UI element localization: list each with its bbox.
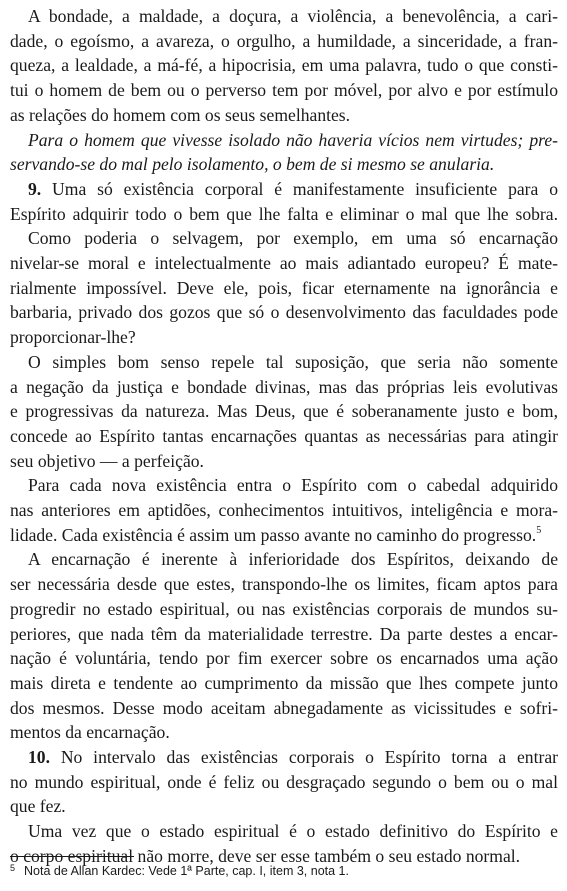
- line-text: barbaria, privado dos gozos que só o desenvolvimento das faculdades pode: [10, 302, 558, 323]
- line-text: queza, a lealdade, a má-fé, a hipocrisia, em uma palavra, tudo o que consti-: [10, 55, 558, 76]
- line-text: A bondade, a maldade, a doçura, a violência, a benevolência, a cari-: [28, 6, 558, 26]
- line-text: Espírito adquirir todo o bem que lhe falta e eliminar o mal que lhe sobra.: [10, 203, 558, 224]
- line-text: que fez.: [10, 796, 66, 817]
- text-line: [10, 474, 558, 496]
- text-line: [10, 104, 558, 126]
- line-text: o corpo espiritual não morre, deve ser esse também o seu estado normal.: [10, 845, 521, 866]
- footnote: [10, 861, 558, 881]
- text-line: [10, 721, 558, 743]
- text-line: [10, 252, 558, 274]
- line-text: no mundo espiritual, onde é feliz ou desgraçado segundo o bem ou o mal: [10, 771, 558, 792]
- text-line: [10, 771, 558, 793]
- text-line: [10, 672, 558, 694]
- text-line: [10, 623, 558, 645]
- line-text: dos mesmos. Desse modo aceitam abnegadamente as vicissitudes e sofri-: [10, 697, 558, 718]
- line-text: seu objetivo — a perfeição.: [10, 450, 204, 471]
- text-line: [10, 795, 558, 817]
- line-text: O simples bom senso repele tal suposição, que seria não somente: [28, 351, 558, 372]
- line-text: Uma só existência corporal é manifestamente insuficiente para o: [41, 178, 558, 199]
- line-text: rialmente impossível. Deve ele, pois, ficar eternamente na ignorância e: [10, 277, 558, 298]
- text-line: [10, 129, 558, 151]
- line-text: nivelar-se moral e intelectualmente ao mais adiantado europeu? É mate-: [10, 253, 558, 273]
- text-line: [10, 573, 558, 595]
- text-line: [10, 203, 558, 225]
- text-line: [10, 820, 558, 842]
- text-line: [10, 79, 558, 101]
- text-line: [10, 524, 558, 546]
- line-text: lidade. Cada existência é assim um passo avante no caminho do progresso.: [10, 524, 537, 545]
- text-line: [10, 178, 558, 200]
- item-number: 9.: [28, 178, 42, 199]
- text-line: [10, 697, 558, 719]
- line-text: ser necessária desde que estes, transpondo-lhe os limites, ficam aptos para: [10, 574, 558, 595]
- text-line: [10, 54, 558, 76]
- text-line: [10, 301, 558, 323]
- text-line: [10, 277, 558, 299]
- line-text: Como poderia o selvagem, por exemplo, em uma só encarnação: [28, 228, 558, 249]
- line-text: e progressivas da natureza. Mas Deus, que é soberanamente justo e bom,: [10, 401, 558, 422]
- line-text: periores, que nada têm da materialidade terrestre. Da parte destes a encar-: [10, 623, 558, 644]
- text-line: [10, 598, 558, 620]
- book-page: [10, 0, 558, 891]
- line-text: Para cada nova existência entra o Espírito com o cabedal adquirido: [28, 475, 558, 496]
- footnote-text: Nota de Allan Kardec: Vede 1ª Parte, cap. I, item 3, nota 1.: [24, 864, 349, 878]
- text-line: [10, 746, 558, 768]
- text-line: [10, 647, 558, 669]
- text-line: [10, 326, 558, 348]
- line-text: Para o homem que vivesse isolado não haveria vícios nem virtudes; pre-: [28, 129, 558, 150]
- line-text: tui o homem de bem ou o perverso tem por móvel, por alvo e por estímulo: [10, 80, 558, 101]
- footnote-rule: [10, 856, 134, 857]
- line-text: proporcionar-lhe?: [10, 327, 136, 348]
- line-text: A encarnação é inerente à inferioridade dos Espíritos, deixando de: [28, 549, 558, 570]
- footnote-reference: 5: [536, 524, 542, 536]
- line-text: as relações do homem com os seus semelhantes.: [10, 104, 351, 125]
- line-text: nação é voluntária, tendo por fim exercer sobre os encarnados uma ação: [10, 648, 558, 669]
- footnote-mark: 5: [10, 863, 16, 873]
- text-line: [10, 450, 558, 472]
- text-line: [10, 548, 558, 570]
- line-text: No intervalo das existências corporais o Espírito torna a entrar: [50, 747, 558, 767]
- line-text: mentos da encarnação.: [10, 722, 170, 743]
- text-line: [10, 499, 558, 521]
- line-text: progredir no estado espiritual, ou nas existências corporais de mundos su-: [10, 598, 558, 619]
- text-line: [10, 5, 558, 27]
- line-text: Uma vez que o estado espiritual é o estado definitivo do Espírito e: [28, 821, 558, 842]
- text-line: [10, 30, 558, 52]
- text-line: [10, 351, 558, 373]
- line-text: servando-se do mal pelo isolamento, o bem de si mesmo se anularia.: [10, 154, 495, 175]
- text-line: [10, 376, 558, 398]
- item-number: 10.: [28, 747, 50, 767]
- text-line: [10, 227, 558, 249]
- text-line: [10, 153, 558, 175]
- text-line: [10, 425, 558, 447]
- line-text: dade, o egoísmo, a avareza, o orgulho, a humildade, a sinceridade, a fran-: [10, 30, 558, 51]
- line-text: nas anteriores em aptidões, conhecimentos intuitivos, inteligência e mora-: [10, 500, 558, 520]
- line-text: a negação da justiça e bondade divinas, mas das próprias leis evolutivas: [10, 376, 558, 397]
- line-text: mais direta e tendente ao cumprimento da missão que lhes compete junto: [10, 672, 558, 693]
- line-text: concede ao Espírito tantas encarnações quantas as necessárias para atingir: [10, 425, 558, 446]
- text-line: [10, 400, 558, 422]
